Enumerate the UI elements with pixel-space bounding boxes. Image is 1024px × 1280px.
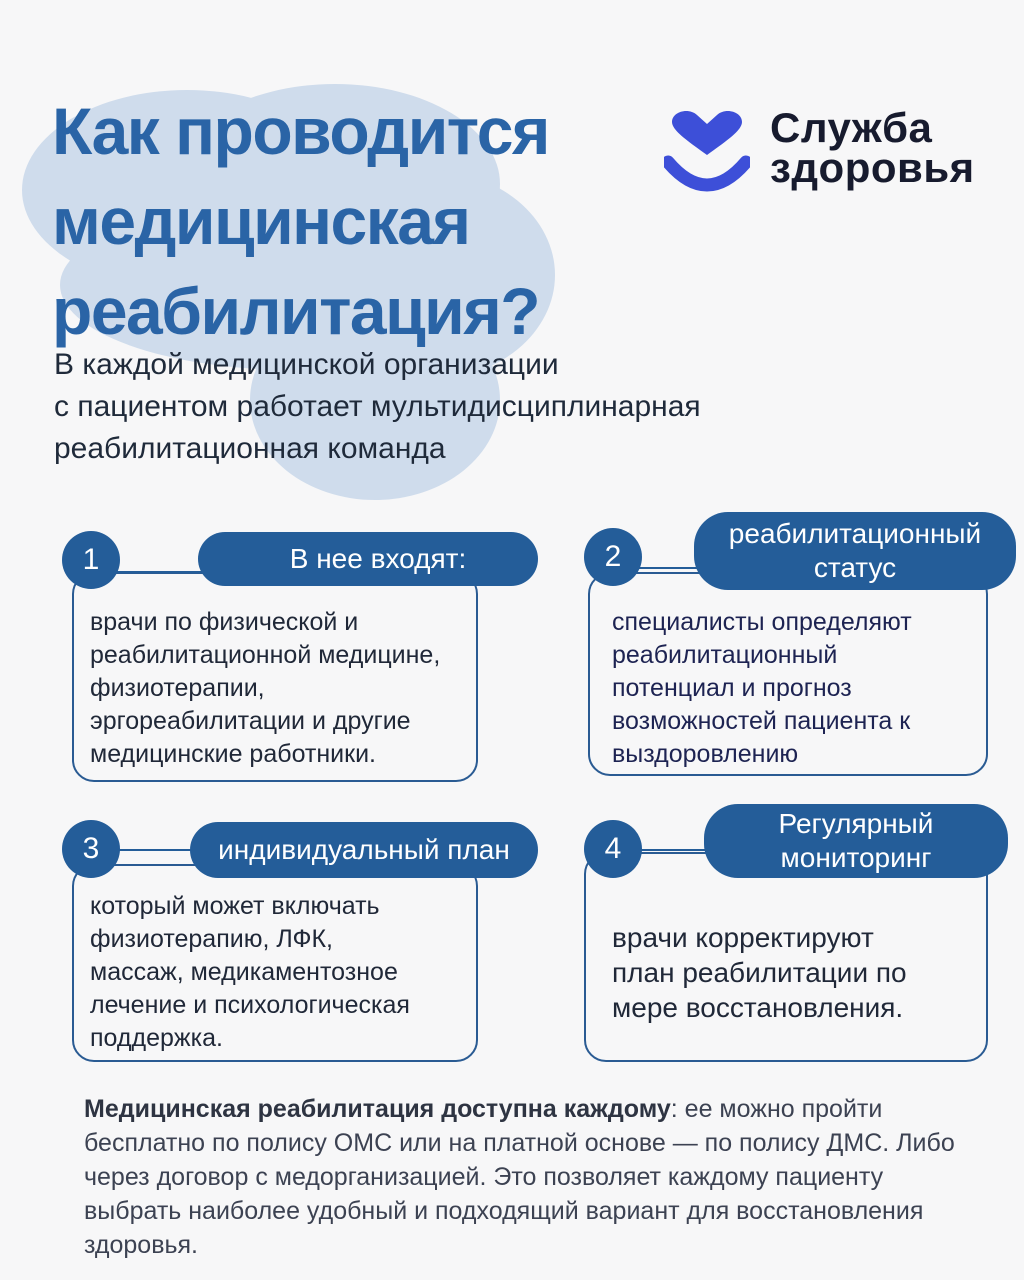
footer-bold: Медицинская реабилитация доступна каждому: [84, 1095, 671, 1123]
card-3-label: индивидуальный план: [190, 822, 538, 878]
card-1-text: врачи по физической и реабилитационной медицине, физиотерапии, эргореабилитации и другие медицинские работники.: [90, 608, 441, 768]
logo-text: Служба здоровья: [770, 104, 975, 191]
card-1-label: В нее входят:: [198, 532, 538, 586]
lead-text: В каждой медицинской организации с пациентом работает мультидисциплинарная реабилитационная команда: [54, 348, 701, 465]
card-2-number: 2: [584, 528, 642, 586]
heart-smile-icon: [664, 108, 750, 198]
card-3-text: который может включать физиотерапию, ЛФК, массаж, медикаментозное лечение и психологическая поддержка.: [90, 892, 410, 1052]
page-title: Как проводится медицинская реабилитация?: [52, 94, 549, 348]
footer-text: [84, 1092, 984, 1262]
card-1-number: 1: [62, 531, 120, 589]
card-3-number: 3: [62, 820, 120, 878]
card-4-label: Регулярный мониторинг: [704, 804, 1008, 878]
card-2-text: специалисты определяют реабилитационный потенциал и прогноз возможностей пациента к выздоровлению: [612, 608, 912, 768]
card-4-number: 4: [584, 820, 642, 878]
card-4-text: врачи корректируют план реабилитации по мере восстановления.: [612, 922, 907, 1023]
card-2-label: реабилитационный статус: [694, 512, 1016, 590]
footer-rest: : ее можно пройти бесплатно по полису ОМС или на платной основе — по полису ДМС. Либо через договор с медорганизацией. Это позволяет каждому пациенту выбрать наиболее удобный и подходящий вариант для восстановления здоровья.: [84, 1095, 955, 1259]
logo: [664, 108, 750, 203]
